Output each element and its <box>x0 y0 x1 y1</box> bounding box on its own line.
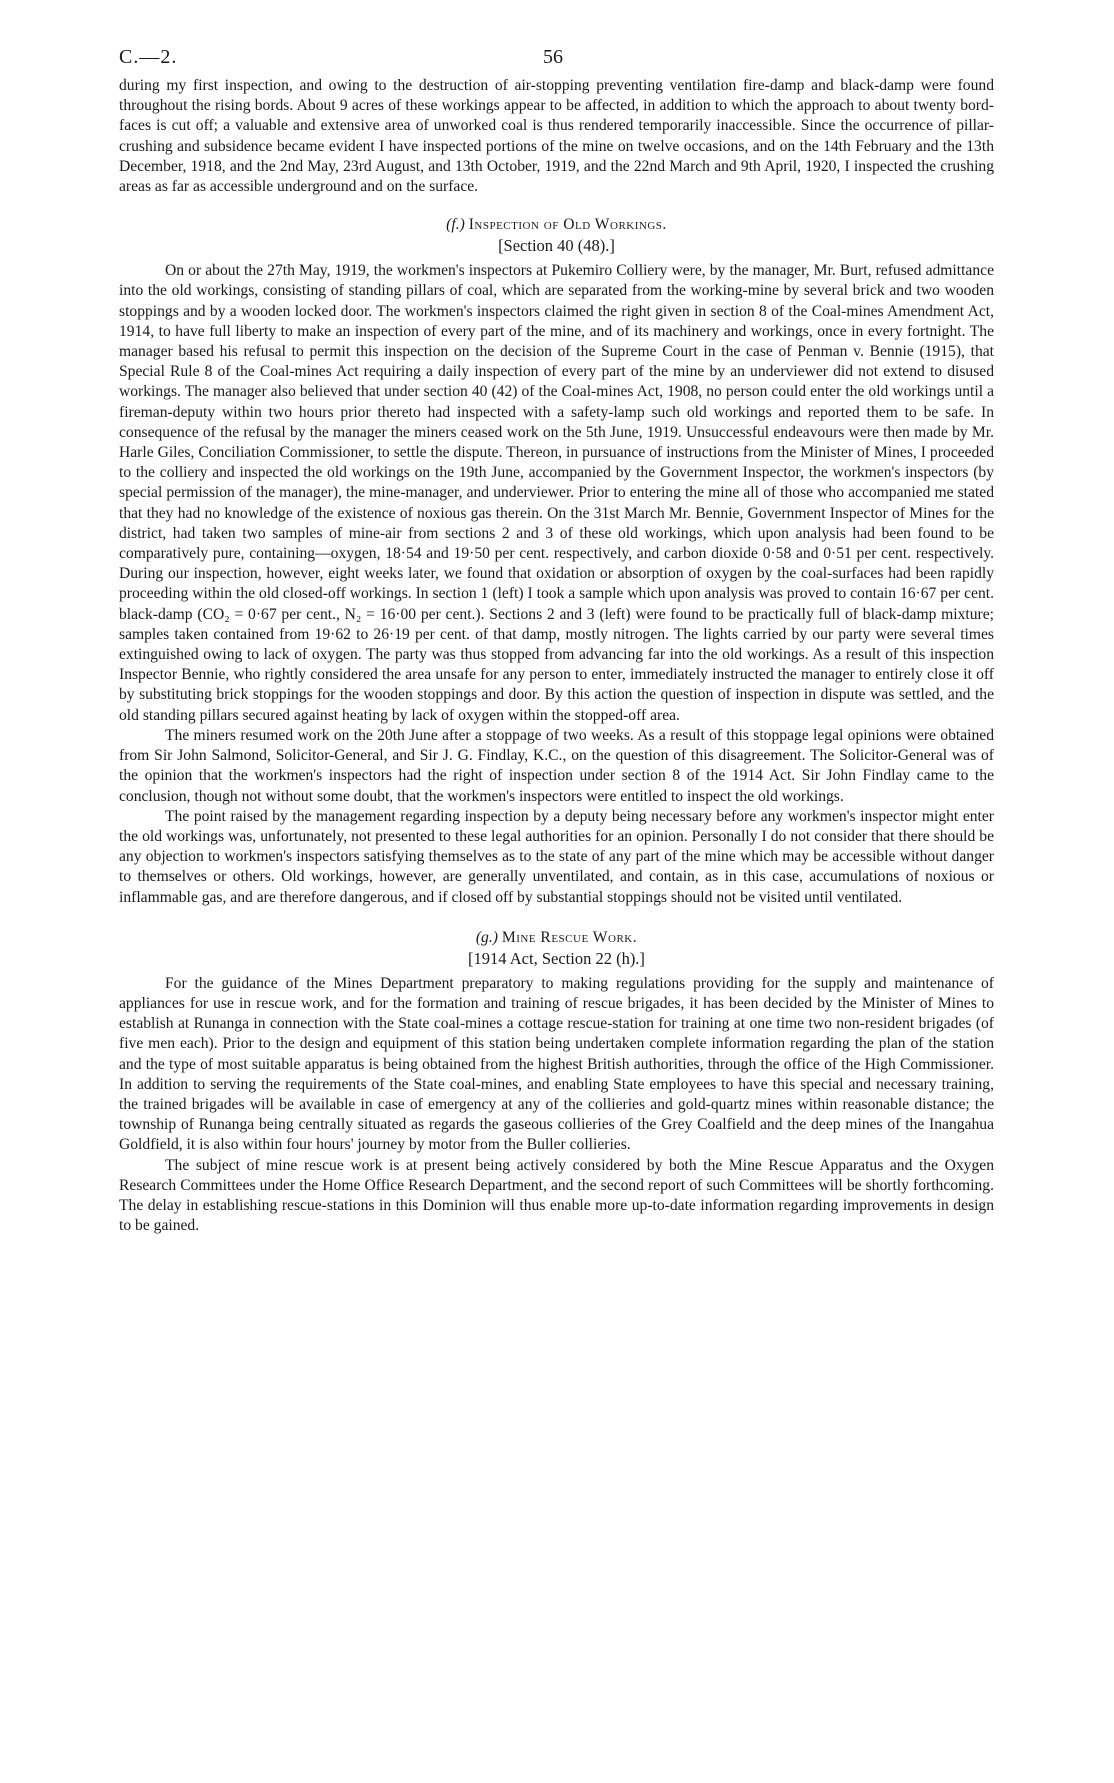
page-number: 56 <box>543 46 563 68</box>
intro-paragraph: during my first inspection, and owing to the destruction of air-stopping preventing ventilation fire-damp and black-damp were found throughout the rising bords. About 9 acres of these workings appear to be affected, in addition to which the approach to about twenty bord-faces is cut off; a valuable and extensive area of unworked coal is thus rendered temporarily inaccessible. Since the occurrence of pillar-crushing and subsidence became evident I have inspected portions of the mine on twelve occasions, and on the 14th February and the 13th December, 1918, and the 2nd May, 23rd August, and 13th October, 1919, and the 22nd March and 9th April, 1920, I inspected the crushing areas as far as accessible underground and on the surface. <box>119 77 994 196</box>
section-f-heading <box>119 215 994 235</box>
section-g-subtitle: [1914 Act, Section 22 (h).] <box>468 948 645 968</box>
document-page <box>119 42 994 1236</box>
section-g-title: Mine Rescue Work. <box>501 928 638 946</box>
section-f-paragraph: On or about the 27th May, 1919, the workmen's inspectors at Pukemiro Colliery were, by the manager, Mr. Burt, refused admittance into the old workings, consisting of standing pillars of coal, which are separated from the working-mine by several brick and two wooden stoppings and by a wooden locked door. The workmen's inspectors claimed the right given in section 8 of the Coal-mines Amendment Act, 1914, to have full liberty to make an inspection of every part of the mine, and of its machinery and workings, once in every fortnight. The manager based his refusal to permit this inspection on the decision of the Supreme Court in the case of Penman v. Bennie (1915), that Special Rule 8 of the Coal-mines Act requiring a daily inspection of every part of the mine by an underviewer did not extend to disused workings. The manager also believed that under section 40 (42) of the Coal-mines Act, 1908, no person could enter the old workings until a fireman-deputy within two hours prior thereto had inspected with a safety-lamp such old workings and reported them to be safe. In consequence of the refusal by the manager the miners ceased work on the 5th June, 1919. Unsuccessful endeavours were then made by Mr. Harle Giles, Conciliation Commissioner, to settle the dispute. Thereon, in pursuance of instructions from the Minister of Mines, I proceeded to the colliery and inspected the old workings on the 19th June, accompanied by the Government Inspector, the workmen's inspectors (by special permission of the manager), the mine-manager, and underviewer. Prior to entering the mine all of those who accompanied me stated that they had no knowledge of the existence of noxious gas therein. On the 31st March Mr. Bennie, Government Inspector of Mines for the district, had taken two samples of mine-air from sections 2 and 3 of these old workings, which upon analysis had been found to be comparatively pure, containing—oxygen, 18·54 and 19·50 per cent. respectively, and carbon dioxide 0·58 and 0·51 per cent. respectively. During our inspection, however, eight weeks later, we found that oxidation or absorption of oxygen by the coal-surfaces had been rapidly proceeding within the old closed-off workings. In section 1 (left) I took a sample which upon analysis was proved to contain 16·67 per cent. black-damp (CO₂ = 0·67 per cent., N₂ = 16·00 per cent.). Sections 2 and 3 (left) were found to be practically full of black-damp mixture; samples taken contained from 19·62 to 26·19 per cent. of that damp, mostly nitrogen. The lights carried by our party were several times extinguished owing to lack of oxygen. The party was thus stopped from advancing far into the old workings. As a result of this inspection Inspector Bennie, who rightly considered the area unsafe for any person to enter, immediately instructed the manager to entirely close it off by substituting brick stoppings for the wooden stoppings and door. By this action the question of inspection in dispute was settled, and the old standing pillars secured against heating by lack of oxygen within the stopped-off area. <box>119 262 994 724</box>
document-reference: C.—2. <box>119 46 178 68</box>
section-g-heading <box>119 928 994 948</box>
section-g-paragraph: The subject of mine rescue work is at present being actively considered by both the Mine Rescue Apparatus and the Oxygen Research Committees under the Home Office Research Department, and the second report of such Committees will be shortly forthcoming. The delay in establishing rescue-stations in this Dominion will thus enable more up-to-date information regarding improvements in design to be gained. <box>119 1156 994 1235</box>
section-g-paragraph: For the guidance of the Mines Department preparatory to making regulations providing for the supply and maintenance of appliances for use in rescue work, and for the formation and training of rescue brigades, it has been decided by the Minister of Mines to establish at Runanga in connection with the State coal-mines a cottage rescue-station for training at one time two non-resident brigades (of five men each). Prior to the design and equipment of this station being undertaken complete information regarding the plan of the station and the type of most suitable apparatus is being obtained from the highest British authorities, through the office of the High Commissioner. In addition to serving the requirements of the State coal-mines, and enabling State employees to have this special and necessary training, the trained brigades will be available in case of emergency at any of the collieries and gold-quartz mines within reasonable distance; the township of Runanga being centrally situated as regards the gaseous collieries of the Grey Coalfield and the deep mines of the Inangahua Goldfield, it is also within four hours' journey by motor from the Buller collieries. <box>119 974 994 1154</box>
section-g-label: (g.) <box>475 928 498 946</box>
page-header <box>119 42 994 76</box>
section-f-label: (f.) <box>446 216 465 234</box>
section-f-subtitle: [Section 40 (48).] <box>498 236 615 256</box>
section-f-paragraph: The point raised by the management regarding inspection by a deputy being necessary before any workmen's inspector might enter the old workings was, unfortunately, not presented to these legal authorities for an opinion. Personally I do not consider that there should be any objection to workmen's inspectors satisfying themselves as to the state of any part of the mine which may be accessible without danger to themselves or others. Old workings, however, are generally unventilated, and contain, as in this case, accumulations of noxious or inflammable gas, and are therefore dangerous, and if closed off by substantial stoppings should not be visited until ventilated. <box>119 807 994 906</box>
section-f-title: Inspection of Old Workings. <box>468 216 667 234</box>
section-f-paragraph: The miners resumed work on the 20th June after a stoppage of two weeks. As a result of this stoppage legal opinions were obtained from Sir John Salmond, Solicitor-General, and Sir J. G. Findlay, K.C., on the question of this disagreement. The Solicitor-General was of the opinion that the workmen's inspectors had the right of inspection under section 8 of the 1914 Act. Sir John Findlay came to the conclusion, though not without some doubt, that the workmen's inspectors were entitled to inspect the old workings. <box>119 726 994 805</box>
